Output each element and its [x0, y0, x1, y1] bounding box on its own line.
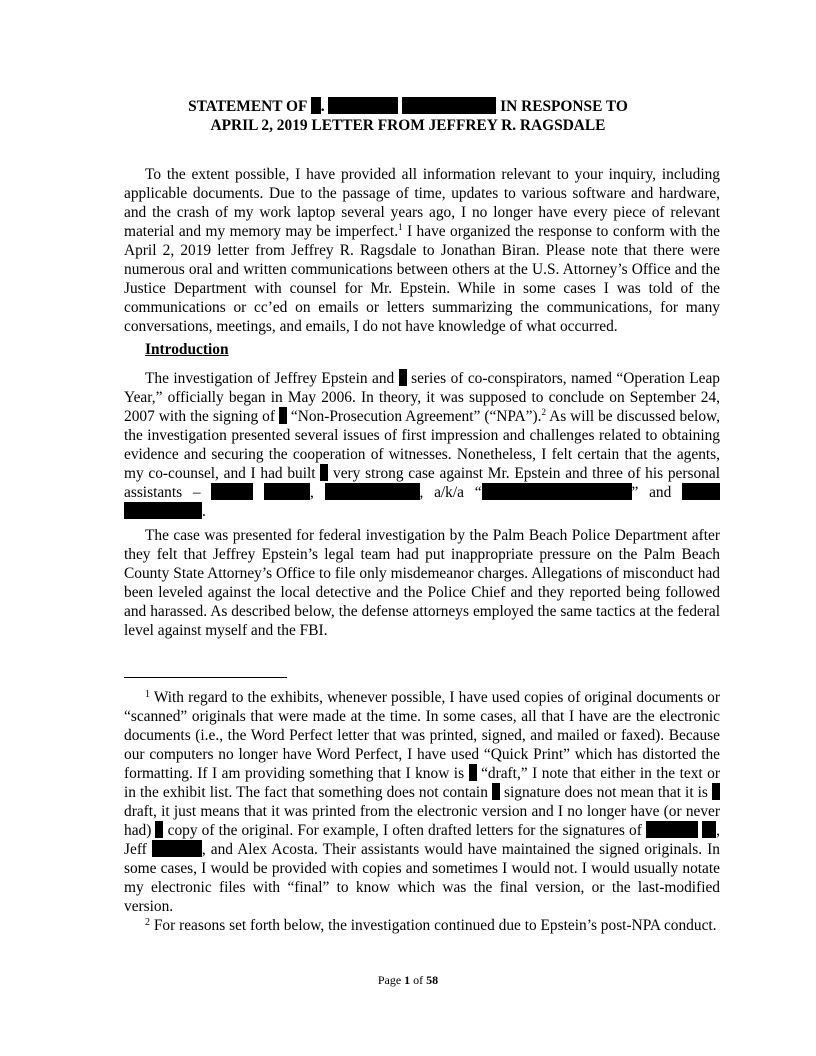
redaction-bar: [702, 821, 716, 838]
redaction-bar: [325, 483, 420, 500]
redaction-bar: [469, 764, 477, 781]
section-heading: Introduction: [145, 341, 229, 358]
redaction-bar: [311, 97, 321, 114]
case-paragraph: The case was presented for federal investigation by the Palm Beach Police Department after they felt that Jeffrey Epstein’s legal team had put inappropriate pressure on the Palm Beach County State Attorney’s Office to file only misdemeanor charges. Allegations of misconduct had been leveled against the local detective and the Police Chief and they reported being followed and harassed. As described below, the defense attorneys employed the same tactics at the federal level against myself and the FBI.: [124, 527, 720, 639]
redaction-bar: [402, 97, 496, 114]
document-title: [0, 97, 816, 135]
redaction-bar: [152, 840, 202, 857]
introduction-paragraph: The investigation of Jeffrey Epstein and series of co-conspirators, named “Operation Leap Year,” officially began in May 2006. In theory, it was supposed to conclude on September 24, 2007 with the signing of “Non-Prosecution Agreement” (“NPA”).$^2$ As will be discussed below, the investigation presented several issues of first impression and challenges related to obtaining evidence and securing the cooperation of witnesses. Nonetheless, I felt certain that the agents, my co-counsel, and I had built very strong case against Mr. Epstein and three of his personal assistants – , , a/k/a “ ” and .: [124, 370, 720, 520]
title-line-2: APRIL 2, 2019 LETTER FROM JEFFREY R. RAGSDALE: [210, 117, 606, 134]
page-footer: Page 1 of 58: [377, 973, 439, 987]
redaction-bar: [399, 369, 407, 386]
footnote-number: 1: [145, 689, 150, 700]
intro-paragraph: To the extent possible, I have provided all information relevant to your inquiry, including applicable documents. Due to the passage of time, updates to various software and hardware, and the crash of my work laptop several years ago, I no longer have every piece of relevant material and my memory may be imperfect.$^1$ I have organized the response to conform with the April 2, 2019 letter from Jeffrey R. Ragsdale to Jonathan Biran. Please note that there were numerous oral and written communications between others at the U.S. Attorney’s Office and the Justice Department with counsel for Mr. Epstein. While in some cases I was told of the communications or cc’ed on emails or letters summarizing the communications, for many conversations, meetings, and emails, I do not have knowledge of what occurred.: [124, 166, 720, 335]
redaction-bar: [279, 407, 287, 424]
redaction-bar: [712, 783, 720, 800]
title-line-1: STATEMENT OF . IN RESPONSE TO: [188, 98, 628, 115]
footnote-divider: [124, 677, 287, 678]
footnote-2: $^2$ For reasons set forth below, the investigation continued due to Epstein’s post-NPA conduct.: [145, 917, 717, 934]
redaction-bar: [482, 483, 632, 500]
redaction-bar: [682, 483, 720, 500]
redaction-bar: [646, 821, 698, 838]
redaction-bar: [264, 483, 310, 500]
footnote-1: $^1$ With regard to the exhibits, whenever possible, I have used copies of original documents or “scanned” originals that were made at the time. In some cases, all that I have are the electronic documents (i.e., the Word Perfect letter that was printed, signed, and mailed or faxed). Because our computers no longer have Word Perfect, I have used “Quick Print” which has distorted the formatting. If I am providing something that I know is “draft,” I note that either in the text or in the exhibit list. The fact that something does not contain signature does not mean that it is draft, it just means that it was printed from the electronic version and I no longer have (or never had) copy of the original. For example, I often drafted letters for the signatures of , Jeff , and Alex Acosta. Their assistants would have maintained the signed originals. In some cases, I would be provided with copies and sometimes I would not. I would usually notate my electronic files with “final” to know which was the final version, or the last-modified version.: [124, 689, 720, 915]
redaction-bar: [328, 97, 398, 114]
redaction-bar: [211, 483, 253, 500]
redaction-bar: [124, 502, 202, 519]
redaction-bar: [492, 783, 500, 800]
footnote-ref-1[interactable]: 1: [398, 222, 403, 232]
footnote-number: 2: [145, 917, 150, 928]
footnote-ref-2[interactable]: 2: [541, 407, 546, 417]
